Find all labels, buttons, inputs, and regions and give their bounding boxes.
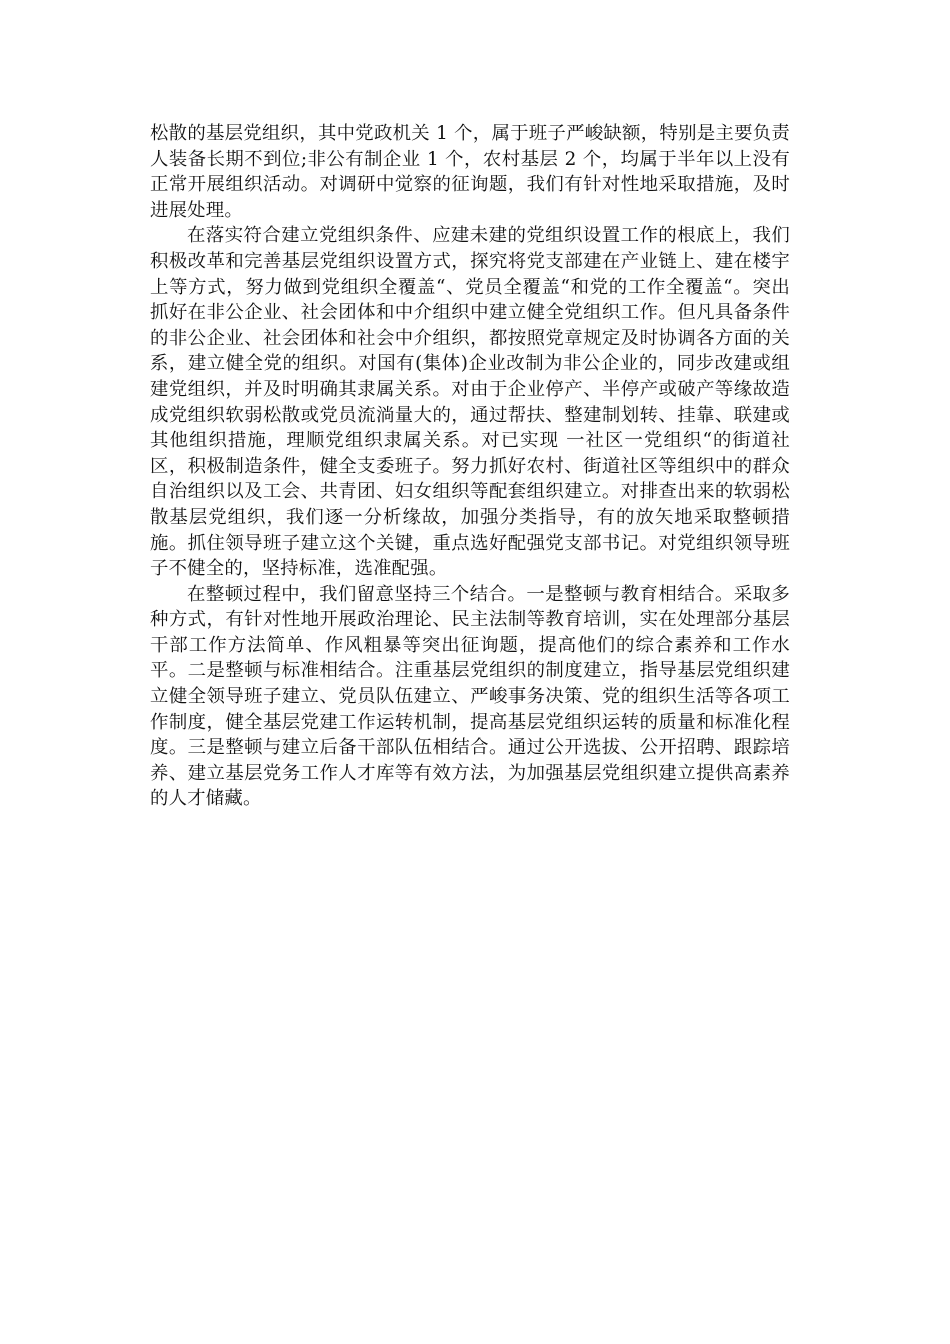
document-body	[150, 121, 790, 812]
paragraph-2: 在落实符合建立党组织条件、应建未建的党组织设置工作的根底上，我们积极改革和完善基层党组织设置方式，探究将党支部建在产业链上、建在楼宇上等方式，努力做到党组织全覆盖“、党员全覆盖“和党的工作全覆盖“。突出抓好在非公企业、社会团体和中介组织中建立健全党组织工作。但凡具备条件的非公企业、社会团体和社会中介组织，都按照党章规定及时协调各方面的关系，建立健全党的组织。对国有(集体)企业改制为非公企业的，同步改建或组建党组织，并及时明确其隶属关系。对由于企业停产、半停产或破产等缘故造成党组织软弱松散或党员流淌量大的，通过帮扶、整建制划转、挂靠、联建或其他组织措施，理顺党组织隶属关系。对已实现 一社区一党组织“的街道社区，积极制造条件，健全支委班子。努力抓好农村、街道社区等组织中的群众自治组织以及工会、共青团、妇女组织等配套组织建立。对排查出来的软弱松散基层党组织，我们逐一分析缘故，加强分类指导，有的放矢地采取整顿措施。抓住领导班子建立这个关键，重点选好配强党支部书记。对党组织领导班子不健全的，坚持标准，选准配强。	[150, 225, 790, 580]
paragraph-3: 在整顿过程中，我们留意坚持三个结合。一是整顿与教育相结合。采取多种方式，有针对性地开展政治理论、民主法制等教育培训，实在处理部分基层干部工作方法简单、作风粗暴等突出征询题，提高他们的综合素养和工作水平。二是整顿与标准相结合。注重基层党组织的制度建立，指导基层党组织建立健全领导班子建立、党员队伍建立、严峻事务决策、党的组织生活等各项工作制度，健全基层党建工作运转机制，提高基层党组织运转的质量和标准化程度。三是整顿与建立后备干部队伍相结合。通过公开选拔、公开招聘、跟踪培养、建立基层党务工作人才库等有效方法，为加强基层党组织建立提供高素养的人才储藏。	[150, 583, 790, 810]
paragraph-1: 松散的基层党组织，其中党政机关 1 个，属于班子严峻缺额，特别是主要负责人装备长期不到位;非公有制企业 1 个，农村基层 2 个，均属于半年以上没有正常开展组织活动。对调研中觉察的征询题，我们有针对性地采取措施，及时进展处理。	[150, 123, 790, 221]
